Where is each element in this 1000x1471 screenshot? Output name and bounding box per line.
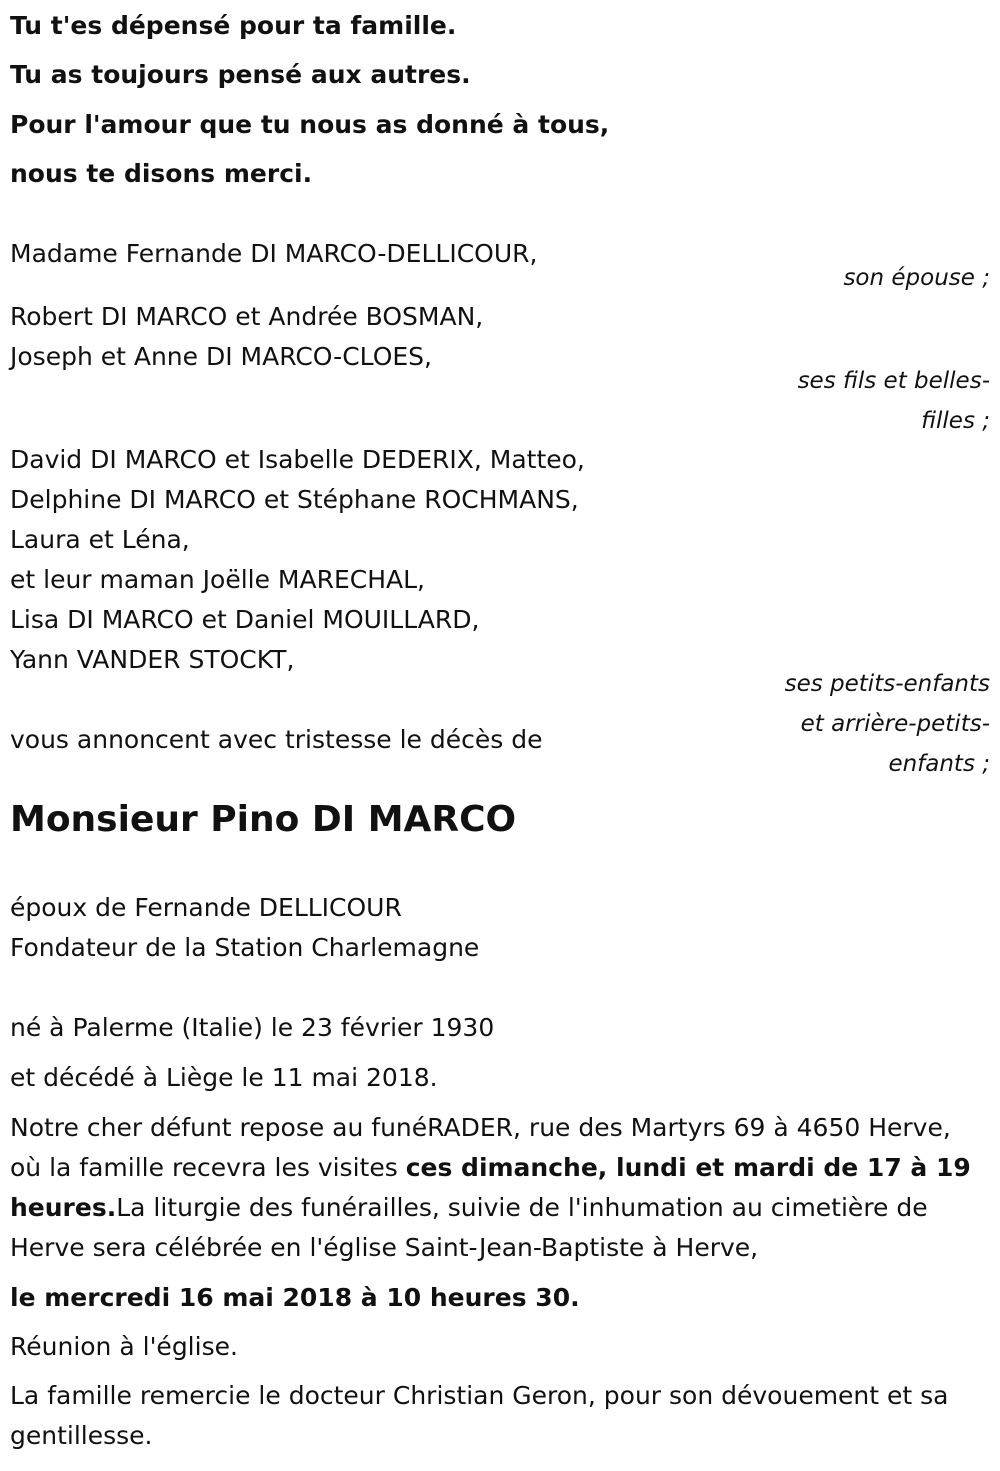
ceremony-date: le mercredi 16 mai 2018 à 10 heures 30. bbox=[10, 1283, 580, 1312]
wife-name: Madame Fernande DI MARCO-DELLICOUR, bbox=[10, 239, 538, 268]
grandchild-line: Lisa DI MARCO et Daniel MOUILLARD, bbox=[10, 605, 480, 634]
grandchildren-role: ses petits-enfants bbox=[784, 671, 990, 697]
visit-hours: ces dimanche, lundi et mardi de 17 à 19 heures. bbox=[10, 1153, 971, 1222]
sons-role: filles ; bbox=[921, 408, 990, 434]
grandchild-line: Laura et Léna, bbox=[10, 525, 190, 554]
poem-line: Tu t'es dépensé pour ta famille. bbox=[10, 11, 457, 40]
deceased-name: Monsieur Pino DI MARCO bbox=[10, 799, 517, 840]
grandchild-line: Yann VANDER STOCKT, bbox=[10, 645, 295, 674]
detail-line: époux de Fernande DELLICOUR bbox=[10, 893, 402, 922]
liturgy-text: La liturgie des funérailles, suivie de l'inhumation au cimetière de Herve sera célébrée en l'église Saint-Jean-Baptiste à Herve, bbox=[10, 1193, 928, 1262]
poem-line: Tu as toujours pensé aux autres. bbox=[10, 60, 471, 89]
grandchildren-role: enfants ; bbox=[888, 751, 990, 777]
grandchildren-role: et arrière-petits- bbox=[800, 711, 990, 737]
sons-role: ses fils et belles- bbox=[797, 368, 990, 394]
wife-role: son épouse ; bbox=[843, 265, 990, 291]
detail-line: Fondateur de la Station Charlemagne bbox=[10, 933, 480, 962]
thanks-paragraph: La famille remercie le docteur Christian Geron, pour son dévouement et sa gentillesse. bbox=[10, 1381, 949, 1450]
son-line: Robert DI MARCO et Andrée BOSMAN, bbox=[10, 302, 484, 331]
meeting-info: Réunion à l'église. bbox=[10, 1332, 238, 1361]
poem-line: Pour l'amour que tu nous as donné à tous, bbox=[10, 110, 610, 139]
visit-paragraph bbox=[10, 1108, 985, 1268]
son-line: Joseph et Anne DI MARCO-CLOES, bbox=[10, 342, 432, 371]
grandchild-line: et leur maman Joëlle MARECHAL, bbox=[10, 565, 426, 594]
visit-text: Notre cher défunt repose au funéRADER, rue des Martyrs 69 à 4650 Herve, où la famille recevra les visites bbox=[10, 1113, 951, 1182]
birth-info: né à Palerme (Italie) le 23 février 1930 bbox=[10, 1013, 495, 1042]
grandchild-line: David DI MARCO et Isabelle DEDERIX, Matteo, bbox=[10, 445, 585, 474]
announcement: vous annoncent avec tristesse le décès de bbox=[10, 725, 543, 754]
death-info: et décédé à Liège le 11 mai 2018. bbox=[10, 1063, 438, 1092]
grandchild-line: Delphine DI MARCO et Stéphane ROCHMANS, bbox=[10, 485, 579, 514]
poem-line: nous te disons merci. bbox=[10, 159, 313, 188]
